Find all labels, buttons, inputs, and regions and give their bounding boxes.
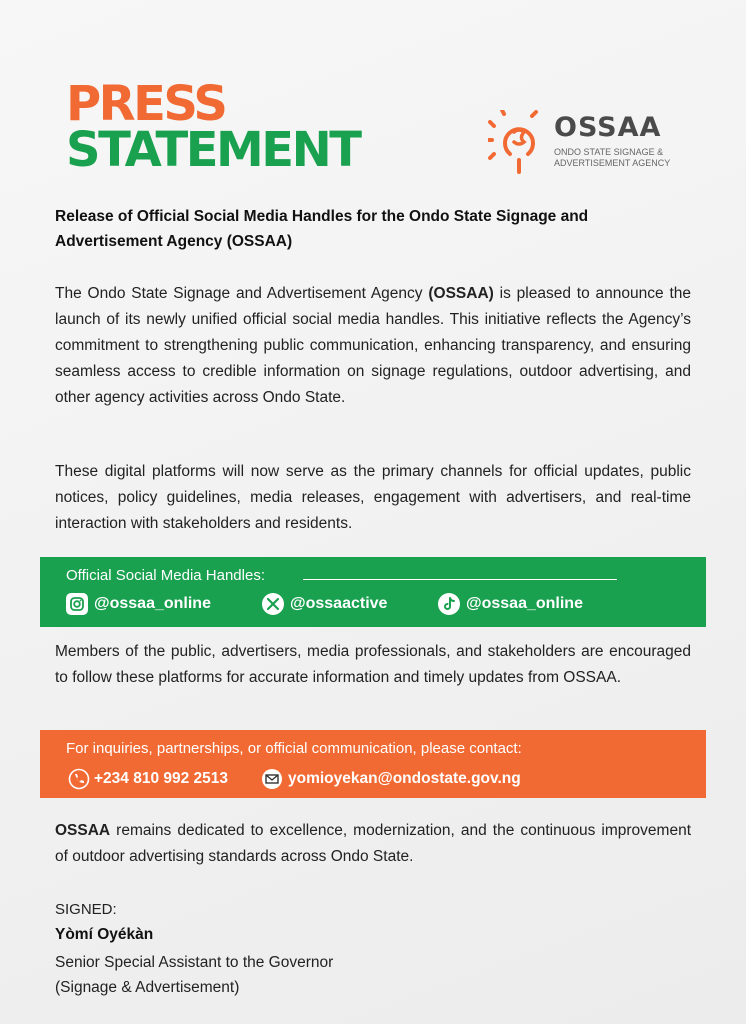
instagram-handle[interactable] xyxy=(66,593,211,615)
statement-subject: Release of Official Social Media Handles for the Ondo State Signage and Advertisement Agency (OSSAA) xyxy=(55,208,589,250)
contact-email[interactable] xyxy=(260,768,521,790)
paragraph-closing xyxy=(55,818,691,870)
tiktok-handle[interactable] xyxy=(438,593,583,615)
ossaa-logo-icon xyxy=(488,110,546,174)
x-handle-text: @ossaactive xyxy=(290,595,388,612)
heading-press: PRESS xyxy=(66,76,226,132)
contact-title: For inquiries, partnerships, or official communication, please contact: xyxy=(66,740,522,757)
logo-subtitle: ONDO STATE SIGNAGE & ADVERTISEMENT AGENCY xyxy=(554,147,671,168)
instagram-handle-text: @ossaa_online xyxy=(94,595,211,612)
paragraph-intro-part1: The Ondo State Signage and Advertisement Agency xyxy=(55,285,429,302)
contact-band xyxy=(40,730,706,798)
social-handles-rule xyxy=(303,579,617,580)
heading-statement: STATEMENT xyxy=(66,122,360,178)
contact-email-text: yomioyekan@ondostate.gov.ng xyxy=(288,770,521,787)
x-handle[interactable] xyxy=(262,593,387,615)
tiktok-icon xyxy=(438,593,460,615)
paragraph-intro-part2: is pleased to announce the launch of its newly unified official social media handles. This initiative reflects the Agency’s commitment to strengthening public communication, enhancing transparency, and ensuring seamless access to credible information on signage regulations, outdoor advertising, and other agency activities across Ondo State. xyxy=(55,285,691,406)
email-icon xyxy=(260,768,284,790)
logo-name: OSSAA xyxy=(554,112,662,143)
ossaa-logo xyxy=(488,110,688,180)
social-handles-band xyxy=(40,557,706,627)
paragraph-closing-text: remains dedicated to excellence, modernization, and the continuous improvement of outdoor advertising standards across Ondo State. xyxy=(55,822,691,865)
contact-phone[interactable] xyxy=(68,768,228,790)
paragraph-closing-bold: OSSAA xyxy=(55,822,111,839)
signed-label: SIGNED: xyxy=(55,901,117,918)
x-icon xyxy=(262,593,284,615)
signer-title: Senior Special Assistant to the Governor xyxy=(55,954,334,971)
instagram-icon xyxy=(66,593,88,615)
paragraph-follow: Members of the public, advertisers, media professionals, and stakeholders are encouraged to follow these platforms for accurate information and timely updates from OSSAA. xyxy=(55,643,691,686)
paragraph-platforms: These digital platforms will now serve as the primary channels for official updates, public notices, policy guidelines, media releases, engagement with advertisers, and real-time interaction with stakeholders and residents. xyxy=(55,463,691,532)
tiktok-handle-text: @ossaa_online xyxy=(466,595,583,612)
signer-name: Yòmí Oyékàn xyxy=(55,926,154,943)
signer-title-detail: (Signage & Advertisement) xyxy=(55,979,240,996)
phone-icon xyxy=(68,768,90,790)
paragraph-intro xyxy=(55,281,691,411)
contact-phone-text: +234 810 992 2513 xyxy=(94,770,229,787)
paragraph-intro-bold: (OSSAA) xyxy=(428,285,494,302)
social-handles-title: Official Social Media Handles: xyxy=(66,567,265,584)
